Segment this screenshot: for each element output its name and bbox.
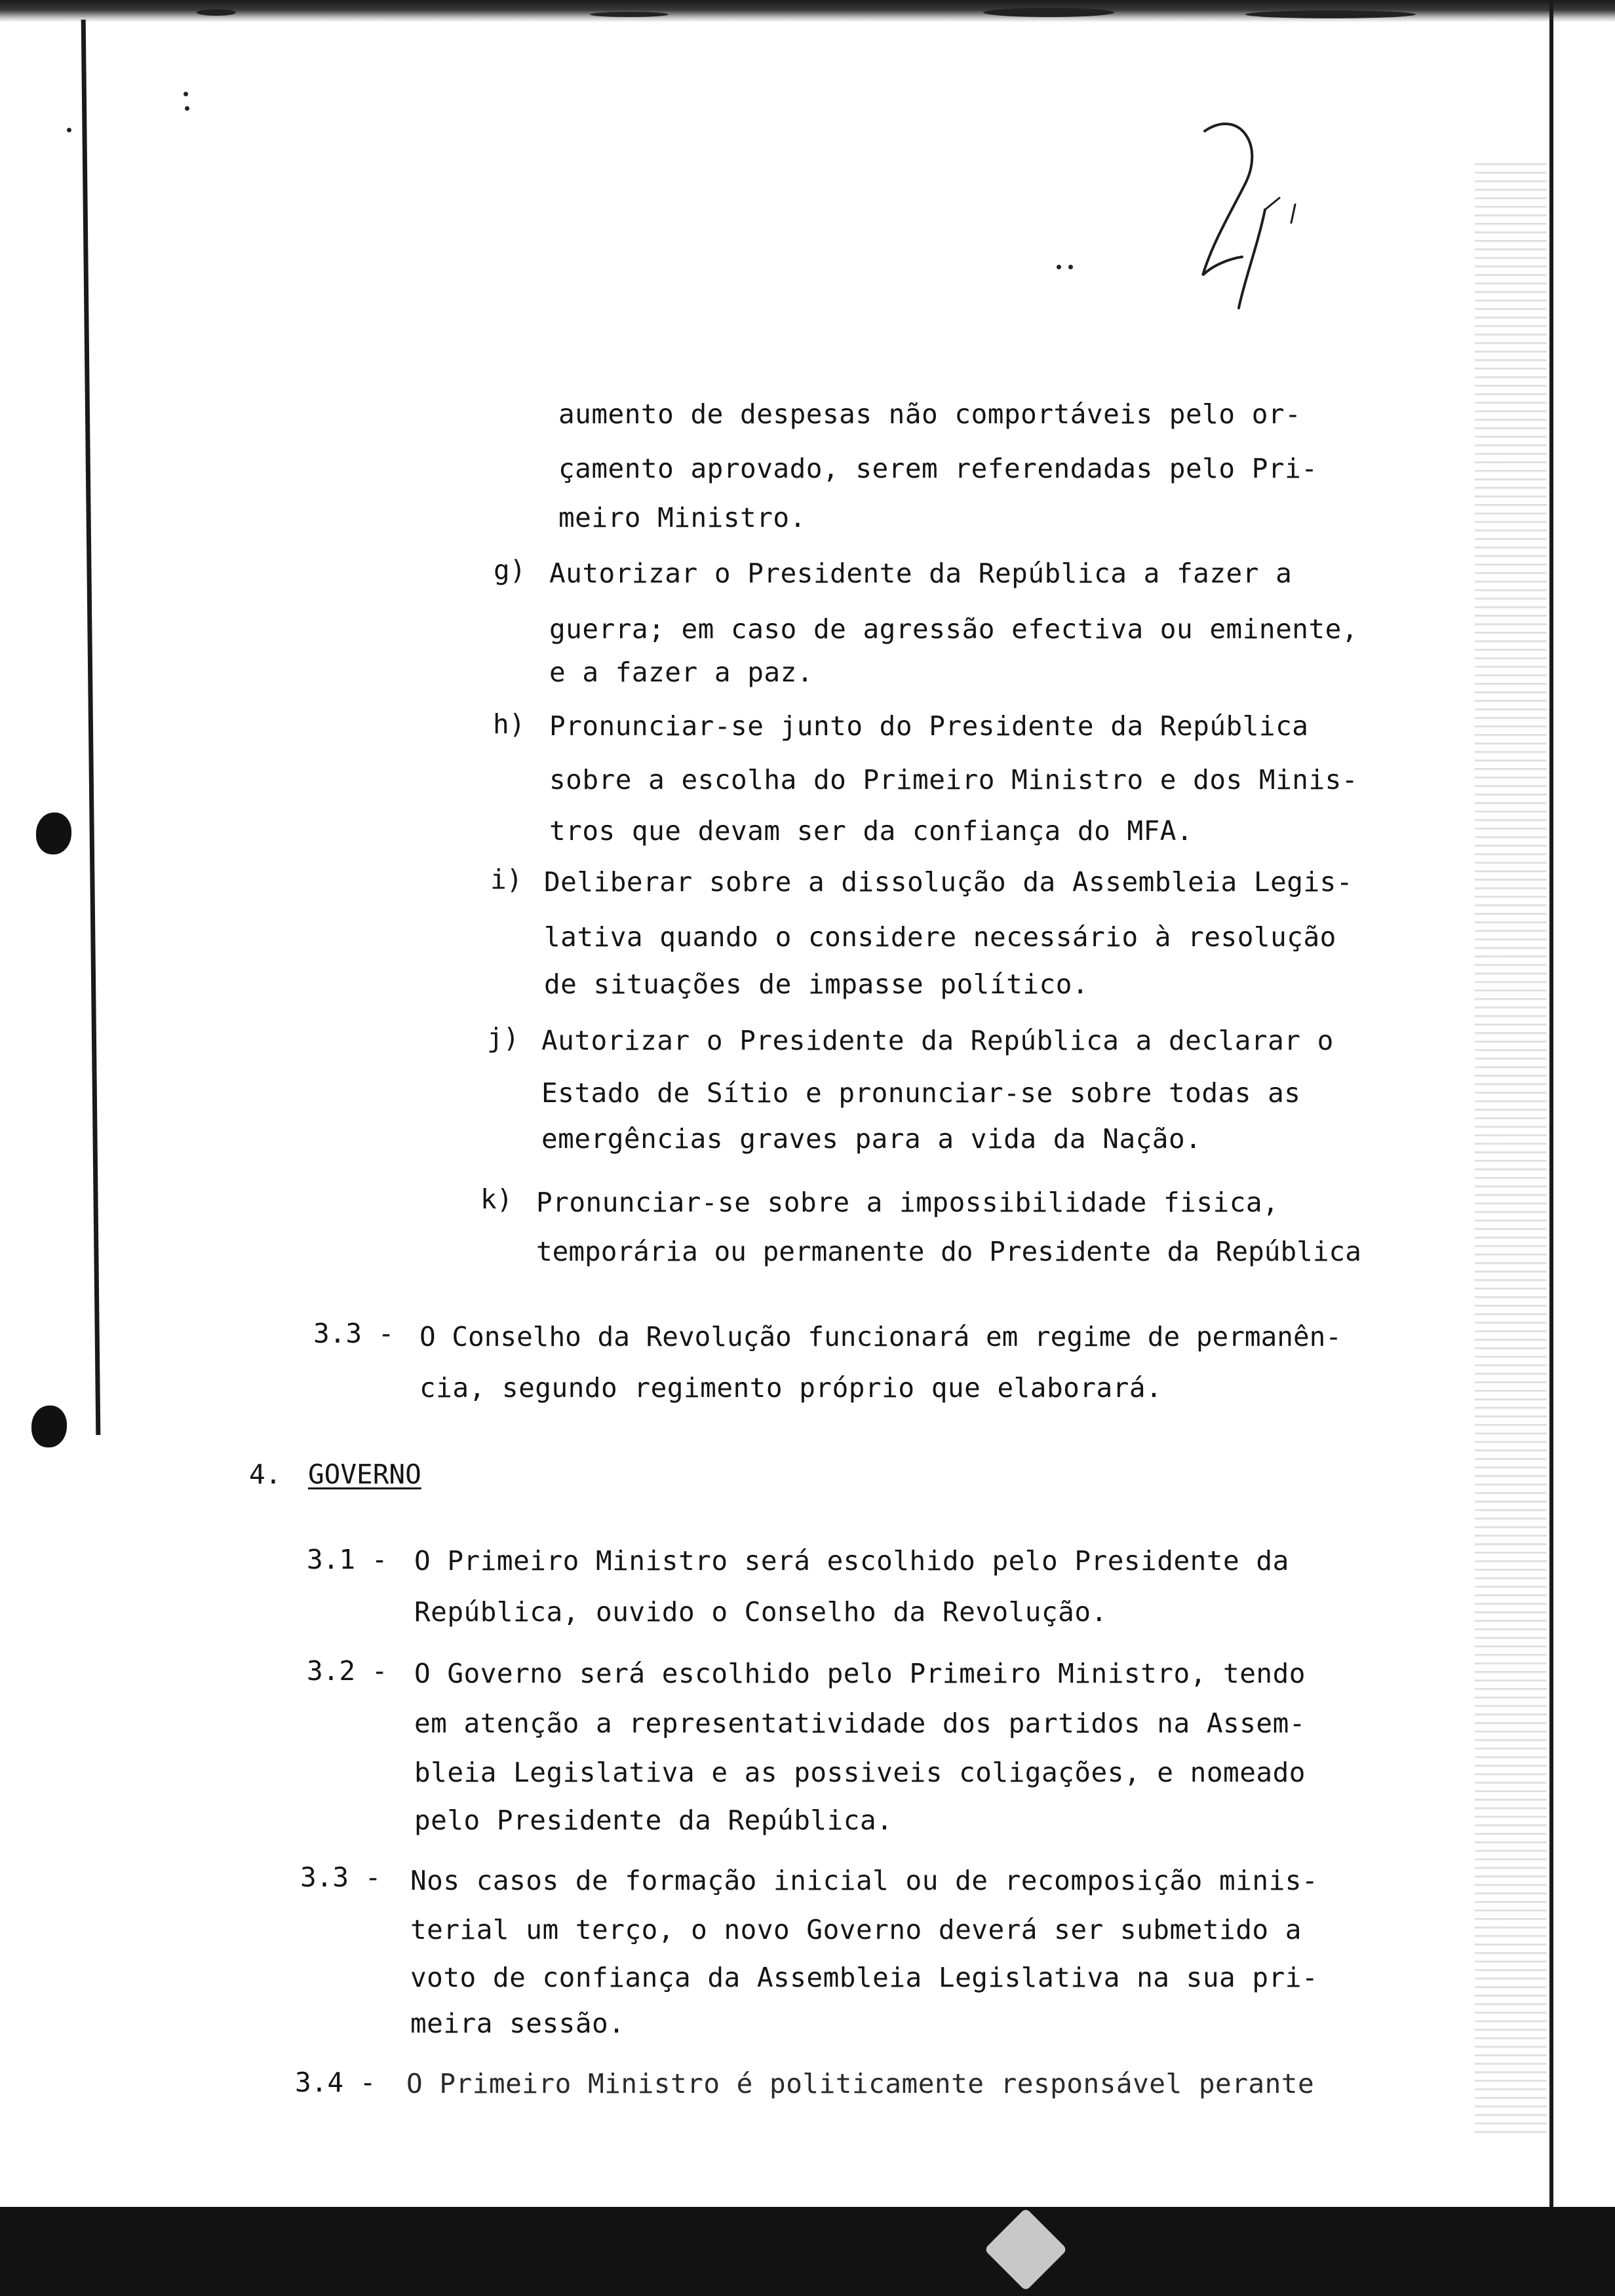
- intro-line: meiro Ministro.: [558, 502, 806, 533]
- item-line: Autorizar o Presidente da República a declarar o: [541, 1025, 1334, 1056]
- item-line: Estado de Sítio e pronunciar-se sobre todas as: [541, 1077, 1301, 1109]
- section-title: GOVERNO: [308, 1459, 421, 1490]
- scan-right-border-noise: [1475, 157, 1547, 2136]
- item-line: Pronunciar-se junto do Presidente da República: [549, 710, 1309, 742]
- item-line: Autorizar o Presidente da República a fazer a: [549, 558, 1293, 589]
- intro-line: aumento de despesas não comportáveis pelo or-: [558, 398, 1302, 430]
- item-label: j): [487, 1022, 520, 1054]
- clause-label: 3.1 -: [307, 1544, 388, 1575]
- clause-label: 3.4 -: [295, 2067, 376, 2098]
- item-line: emergências graves para a vida da Nação.: [541, 1123, 1202, 1155]
- clause-line: meira sessão.: [410, 2008, 625, 2039]
- intro-line: çamento aprovado, serem referendadas pelo Pri-: [558, 453, 1318, 484]
- item-label: h): [493, 708, 526, 740]
- speck: [1057, 265, 1061, 269]
- clause-line: O Primeiro Ministro será escolhido pelo Presidente da: [414, 1545, 1289, 1577]
- item-line: guerra; em caso de agressão efectiva ou eminente,: [549, 613, 1359, 645]
- clause-line: O Conselho da Revolução funcionará em regime de permanên-: [419, 1321, 1342, 1352]
- item-line: sobre a escolha do Primeiro Ministro e dos Minis-: [549, 764, 1359, 795]
- punch-hole-upper: [36, 813, 71, 854]
- clause-line: cia, segundo regimento próprio que elaborará.: [419, 1372, 1163, 1404]
- item-label: k): [480, 1183, 513, 1215]
- section-number: 4.: [249, 1459, 282, 1490]
- clause-line: em atenção a representatividade dos partidos na Assem-: [414, 1708, 1306, 1739]
- scan-left-edge-line: [81, 20, 101, 1435]
- item-line: lativa quando o considere necessário à resolução: [544, 921, 1336, 953]
- speck: [67, 128, 71, 132]
- clause-line: O Primeiro Ministro é politicamente responsável perante: [406, 2068, 1315, 2099]
- item-line: Pronunciar-se sobre a impossibilidade fisica,: [536, 1187, 1279, 1218]
- item-label: g): [494, 554, 526, 586]
- clause-line: O Governo será escolhido pelo Primeiro Ministro, tendo: [414, 1658, 1306, 1689]
- item-line: Deliberar sobre a dissolução da Assembleia Legis-: [544, 866, 1353, 898]
- clause-line: terial um terço, o novo Governo deverá ser submetido a: [410, 1914, 1302, 1945]
- clause-line: Nos casos de formação inicial ou de recomposição minis-: [410, 1865, 1319, 1896]
- item-line: tros que devam ser da confiança do MFA.: [549, 815, 1194, 847]
- scan-bottom-edge: [0, 2207, 1615, 2296]
- clause-label: 3.3 -: [313, 1318, 395, 1349]
- clause-line: pelo Presidente da República.: [414, 1805, 893, 1836]
- item-line: de situações de impasse político.: [544, 968, 1089, 1000]
- clause-label: 3.2 -: [307, 1655, 388, 1687]
- clause-line: República, ouvido o Conselho da Revolução.: [414, 1596, 1108, 1628]
- clause-line: bleia Legislativa e as possiveis coligações, e nomeado: [414, 1757, 1306, 1788]
- speck: [184, 92, 188, 96]
- item-line: temporária ou permanente do Presidente da República: [536, 1236, 1361, 1267]
- scan-top-edge: [0, 0, 1615, 22]
- speck: [185, 106, 189, 111]
- item-label: i): [490, 864, 523, 895]
- scan-right-edge-line: [1549, 0, 1553, 2215]
- item-line: e a fazer a paz.: [549, 657, 813, 688]
- clause-line: voto de confiança da Assembleia Legislativa na sua pri-: [410, 1962, 1319, 1993]
- handwritten-page-number: [1167, 111, 1324, 334]
- punch-hole-lower: [31, 1406, 67, 1447]
- clause-label: 3.3 -: [300, 1862, 381, 1893]
- speck: [1068, 265, 1073, 269]
